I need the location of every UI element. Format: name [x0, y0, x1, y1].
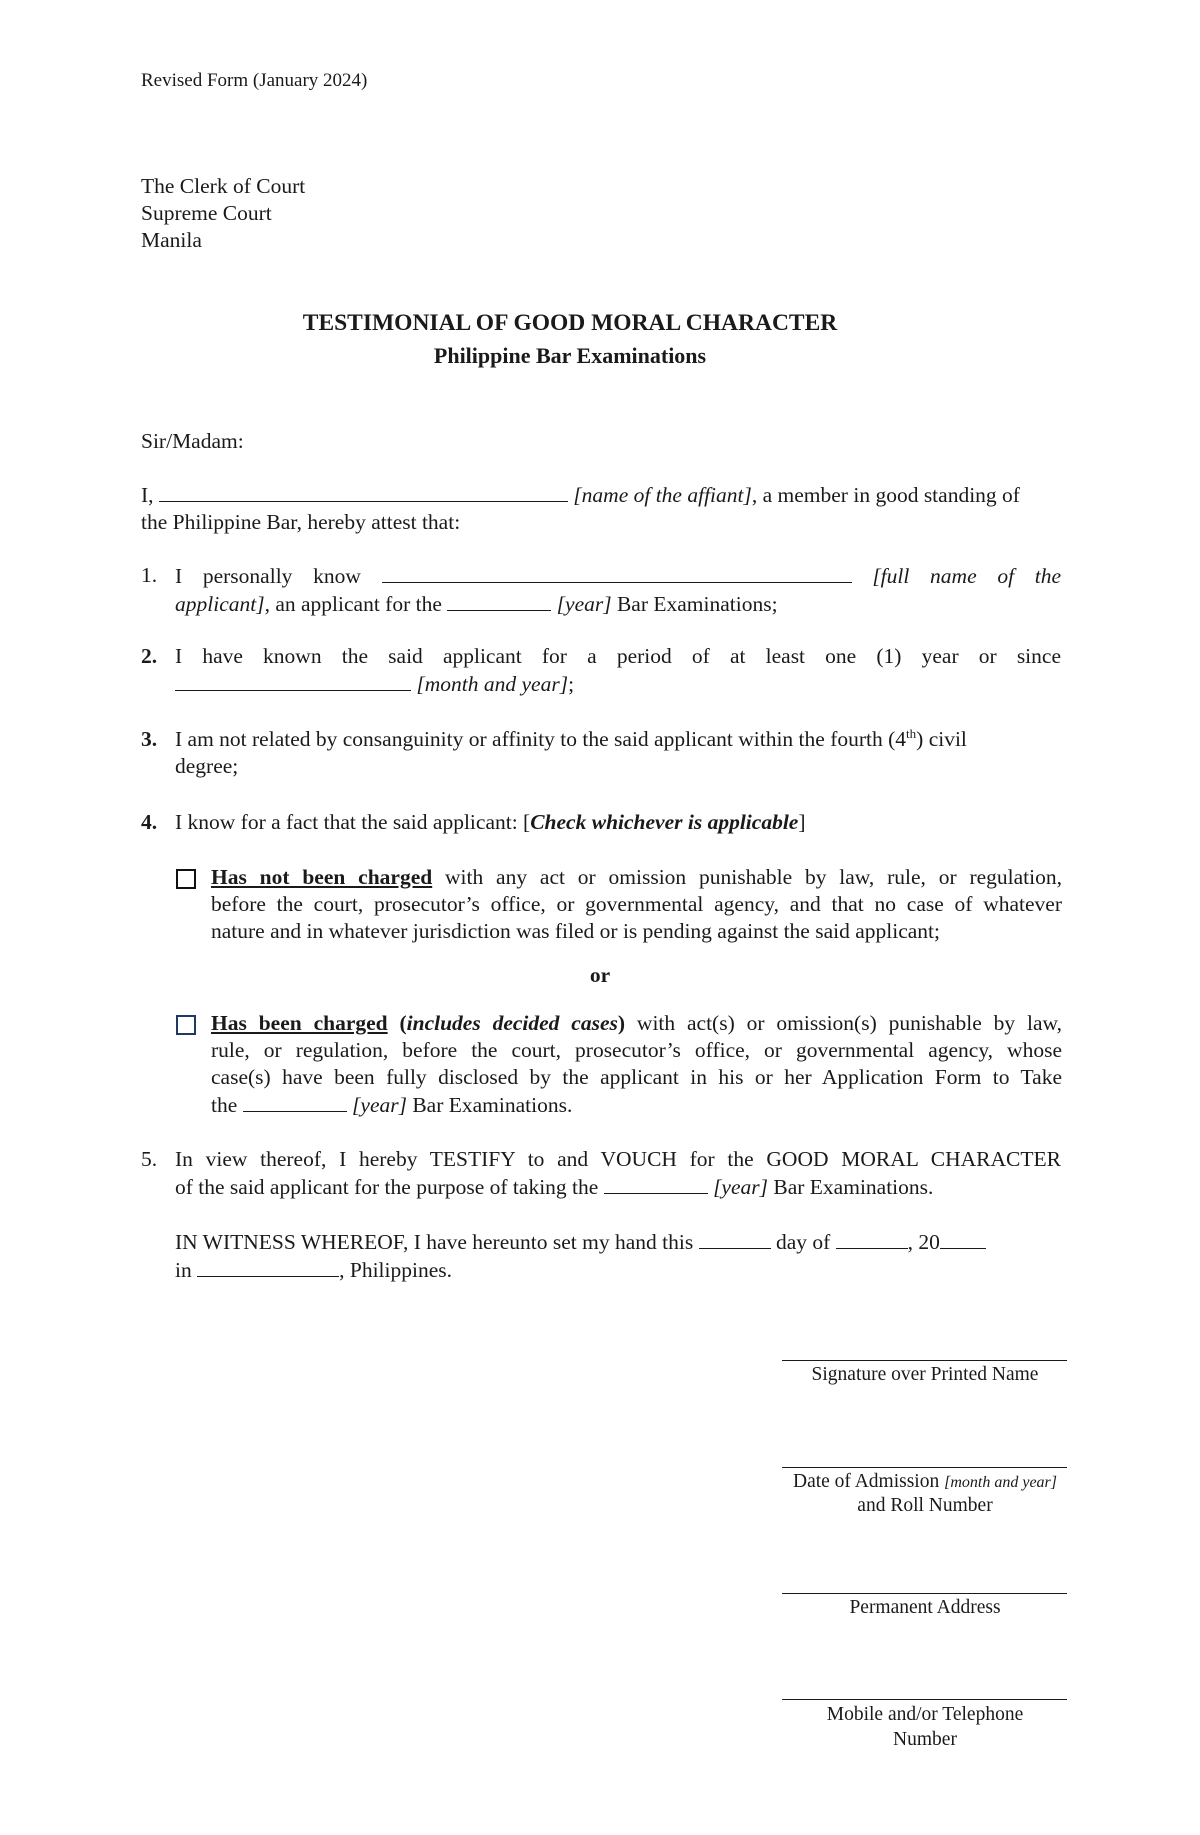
- form-title: TESTIMONIAL OF GOOD MORAL CHARACTER: [302, 310, 838, 336]
- item-3: [141, 726, 1061, 782]
- item-2: [141, 643, 1061, 699]
- addressee-block: [141, 173, 305, 254]
- address-label: Permanent Address: [849, 1597, 1001, 1618]
- item-4-text: I know for a fact that the said applicant: [: [175, 810, 531, 834]
- witness-text: IN WITNESS WHEREOF, I have hereunto set my hand this: [175, 1230, 694, 1254]
- revision-note: Revised Form (January 2024): [141, 70, 368, 91]
- phone-label: [760, 1702, 1090, 1752]
- phone-label-line-1: Mobile and/or Telephone: [826, 1704, 1024, 1725]
- item-5: [141, 1146, 1061, 1202]
- option-2-line-4: the: [211, 1093, 238, 1117]
- item-1-text-2: , an applicant for the: [264, 592, 442, 616]
- paren-open: (: [387, 1011, 407, 1035]
- affiant-name-field[interactable]: [159, 481, 568, 502]
- applicant-hint-2: applicant]: [175, 592, 265, 616]
- option-charged: [176, 1010, 1062, 1122]
- admission-label: [760, 1470, 1090, 1517]
- intro-line-2: the Philippine Bar, hereby attest that:: [141, 510, 461, 534]
- item-3-text-3: degree;: [175, 754, 239, 778]
- option-1-line-3: nature and in whatever jurisdiction was filed or is pending against the said applicant;: [211, 919, 941, 943]
- roll-number-text: and Roll Number: [857, 1495, 993, 1516]
- place-field[interactable]: [197, 1256, 339, 1277]
- year-suffix-field[interactable]: [940, 1228, 986, 1249]
- intro-prefix: I,: [141, 483, 154, 507]
- testimony-year-field[interactable]: [604, 1173, 708, 1194]
- item-5-line-2: of the said applicant for the purpose of taking the: [175, 1175, 599, 1199]
- form-subtitle: Philippine Bar Examinations: [433, 343, 707, 368]
- item-1-text-3: Bar Examinations;: [616, 592, 778, 616]
- intro-suffix: , a member in good standing of: [751, 483, 1020, 507]
- signature-label: Signature over Printed Name: [811, 1364, 1039, 1385]
- check-instruction: Check whichever is applicable: [530, 810, 799, 834]
- addressee-line: Supreme Court: [141, 201, 272, 225]
- year-hint: [year]: [713, 1175, 768, 1199]
- checkbox-charged[interactable]: [176, 1015, 196, 1035]
- disclosure-year-field[interactable]: [243, 1091, 347, 1112]
- intro-paragraph: [141, 481, 1061, 536]
- addressee-line: The Clerk of Court: [141, 174, 306, 198]
- decided-cases-note: includes decided cases: [406, 1011, 618, 1035]
- month-year-hint: [month and year]: [416, 672, 569, 696]
- witness-paragraph: [175, 1228, 1061, 1284]
- address-line[interactable]: [782, 1593, 1067, 1594]
- phone-line[interactable]: [782, 1699, 1067, 1700]
- witness-year-prefix: , 20: [907, 1230, 940, 1254]
- item-4-bracket: ]: [798, 810, 806, 834]
- witness-in: in: [175, 1258, 192, 1282]
- item-3-text: I am not related by consanguinity or affinity to the said applicant within the fourth (4: [175, 727, 907, 751]
- paren-close: ): [617, 1011, 626, 1035]
- item-5-line-2b: Bar Examinations.: [773, 1175, 934, 1199]
- item-number: 2.: [141, 644, 158, 668]
- known-since-field[interactable]: [175, 670, 411, 691]
- option-2-line-3: case(s) have been fully disclosed by the applicant in his or her Application Form to Take: [211, 1065, 1062, 1089]
- item-number: 4.: [141, 810, 158, 834]
- item-5-line-1: In view thereof, I hereby TESTIFY to and VOUCH for the GOOD MORAL CHARACTER: [175, 1147, 1061, 1171]
- signature-line[interactable]: [782, 1360, 1067, 1361]
- phone-label-line-2: Number: [893, 1729, 957, 1750]
- applicant-name-field[interactable]: [382, 562, 852, 583]
- applicant-hint: [full name of the: [872, 564, 1062, 588]
- item-number: 5.: [141, 1147, 158, 1171]
- addressee-line: Manila: [141, 228, 202, 252]
- item-number: 3.: [141, 727, 158, 751]
- or-separator: or: [589, 963, 611, 987]
- witness-philippines: , Philippines.: [339, 1258, 452, 1282]
- month-field[interactable]: [836, 1228, 908, 1249]
- day-field[interactable]: [699, 1228, 771, 1249]
- charged-label: Has been charged: [211, 1011, 388, 1035]
- option-2-line-1: with act(s) or omission(s) punishable by law,: [625, 1011, 1062, 1035]
- exam-year-field[interactable]: [447, 590, 551, 611]
- admission-line[interactable]: [782, 1467, 1067, 1468]
- option-not-charged: [176, 864, 1062, 949]
- checkbox-not-charged[interactable]: [176, 869, 196, 889]
- admission-text: Date of Admission: [792, 1471, 940, 1492]
- item-number: 1.: [141, 563, 158, 587]
- not-charged-label: Has not been charged: [211, 865, 433, 889]
- salutation: Sir/Madam:: [141, 429, 244, 453]
- item-3-text-2: ) civil: [916, 727, 967, 751]
- option-2-line-4b: Bar Examinations.: [412, 1093, 573, 1117]
- option-2-line-2: rule, or regulation, before the court, prosecutor’s office, or governmental agency, whose: [211, 1038, 1062, 1062]
- year-hint: [year]: [352, 1093, 407, 1117]
- option-1-line-2: before the court, prosecutor’s office, or governmental agency, and that no case of whatever: [211, 892, 1062, 916]
- item-2-punct: ;: [568, 672, 575, 696]
- witness-day-of: day of: [775, 1230, 831, 1254]
- option-1-line-1: with any act or omission punishable by law, rule, or regulation,: [432, 865, 1062, 889]
- item-2-text: I have known the said applicant for a period of at least one (1) year or since: [175, 644, 1061, 668]
- year-hint: [year]: [556, 592, 612, 616]
- item-1-text: I personally know: [175, 564, 361, 588]
- affiant-hint: [name of the affiant]: [573, 483, 752, 507]
- ordinal-suffix: th: [906, 725, 917, 741]
- item-1: [141, 562, 1061, 618]
- admission-hint: [month and year]: [944, 1474, 1057, 1491]
